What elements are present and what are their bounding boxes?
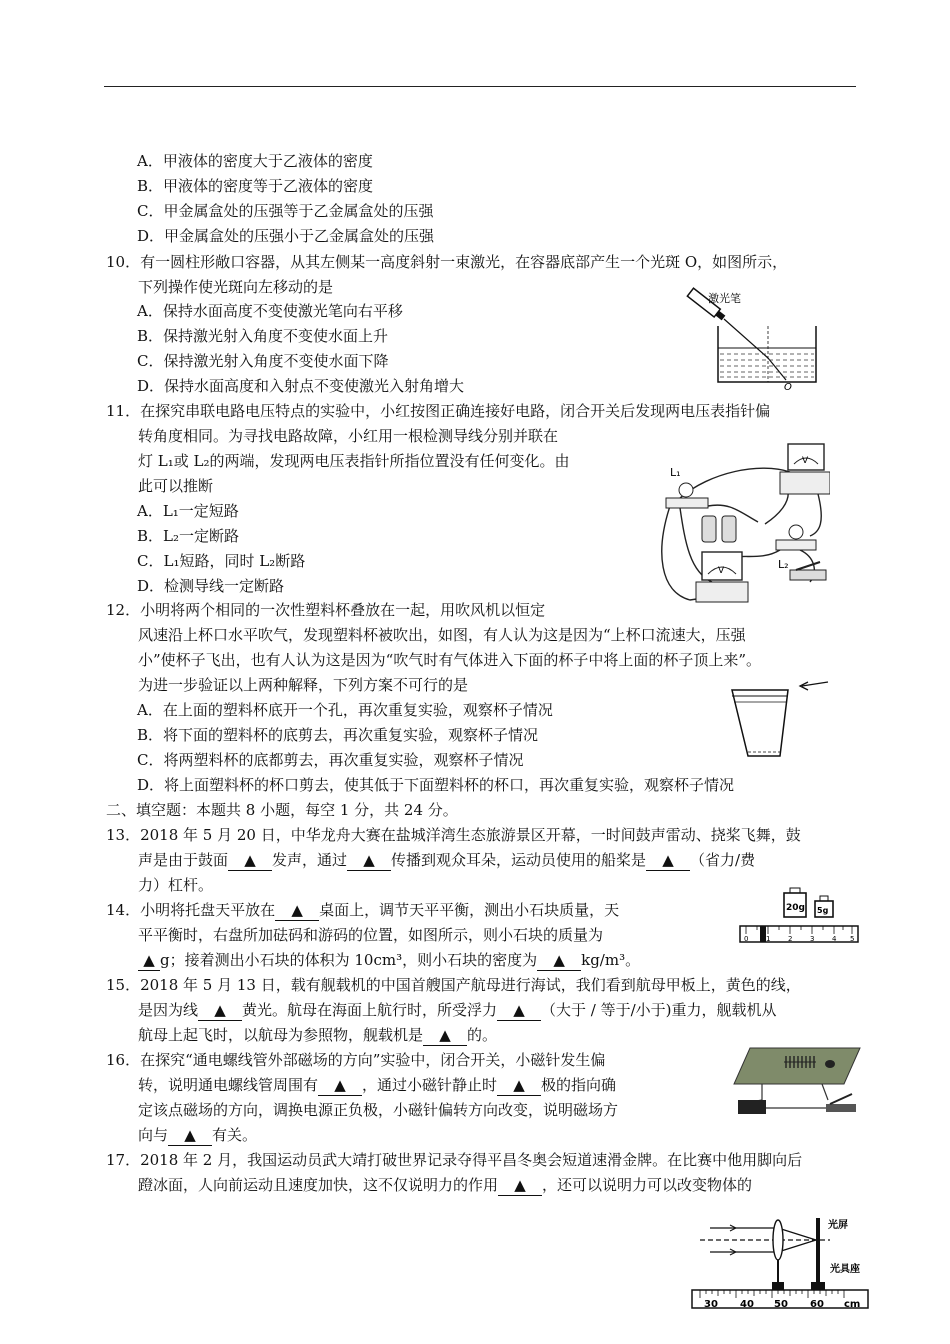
q11-stem-4: 此可以推断 [138, 477, 214, 495]
lamp-l1-label: L₁ [670, 466, 681, 479]
q16-blank-1[interactable]: ▲ [318, 1075, 362, 1096]
ruler-tick-3: 3 [810, 935, 815, 943]
q16-line-4: 向与 ▲ 有关。 [138, 1126, 258, 1144]
q13-stem: 13．2018 年 5 月 20 日，中华龙舟大赛在盐城洋湾生态旅游景区开幕，一时间鼓声雷动、挠桨飞舞，鼓 [106, 826, 801, 844]
q15-blank-2[interactable]: ▲ [497, 1000, 541, 1021]
weights-rider-figure [738, 884, 862, 950]
spot-o-label: O [784, 382, 792, 392]
q17-stem: 17．2018 年 2 月，我国运动员武大靖打破世界记录夺得平昌冬奥会短道速滑金牌。在比赛中他用脚向后 [106, 1151, 803, 1169]
q14-line-2: 平平衡时，右盘所加砝码和游码的位置，如图所示，则小石块的质量为 [138, 926, 604, 944]
q17-line-2: 蹬冰面，人向前运动且速度加快，这不仅说明力的作用 ▲ ，还可以说明力可以改变物体的 [138, 1176, 753, 1194]
q15-line-2: 是因为线 ▲ 黄光。航母在海面上航行时，所受浮力 ▲ （大于 / 等于/小于)重力，舰载机从 [138, 1001, 777, 1019]
header-rule [104, 86, 856, 87]
laser-pen-label: 激光笔 [708, 292, 741, 305]
q9-option-b: B．甲液体的密度等于乙液体的密度 [137, 177, 374, 195]
q13-blank-3[interactable]: ▲ [646, 850, 690, 871]
q9-option-d: D．甲金属盒处的压强小于乙金属盒处的压强 [137, 227, 435, 245]
lamp-l2-label: L₂ [778, 558, 789, 571]
section-2-heading: 二、填空题：本题共 8 小题，每空 1 分，共 24 分。 [106, 801, 458, 819]
q10-option-a: A．保持水面高度不变使激光笔向右平移 [137, 302, 403, 320]
ruler-tick-0: 0 [744, 935, 749, 943]
q13-blank-2[interactable]: ▲ [347, 850, 391, 871]
voltmeter-bottom-v: V [718, 566, 725, 576]
q10-stem-2: 下列操作使光斑向左移动的是 [138, 278, 334, 296]
ruler-tick-5: 5 [850, 935, 855, 943]
q16-line-3: 定该点磁场的方向，调换电源正负极，小磁针偏转方向改变，说明磁场方 [138, 1101, 619, 1119]
q17-blank-1[interactable]: ▲ [498, 1175, 542, 1196]
bench-tick-60: 60 [810, 1299, 824, 1310]
q11-option-a: A．L₁一定短路 [137, 502, 239, 520]
q10-stem: 10．有一圆柱形敞口容器，从其左侧某一高度斜射一束激光，在容器底部产生一个光斑 O，如图所示， [106, 253, 788, 271]
q12-option-c: C．将两塑料杯的底都剪去，再次重复实验，观察杯子情况 [137, 751, 524, 769]
q11-option-d: D．检测导线一定断路 [137, 577, 285, 595]
q11-stem: 11．在探究串联电路电压特点的实验中，小红按图正确连接好电路，闭合开关后发现两电压表指针偏 [106, 402, 771, 420]
optical-bench-figure [690, 1210, 872, 1314]
q16-stem: 16．在探究“通电螺线管外部磁场的方向”实验中，闭合开关，小磁针发生偏 [106, 1051, 606, 1069]
q16-blank-3[interactable]: ▲ [168, 1125, 212, 1146]
weight-5g: 5g [817, 906, 829, 915]
ruler-tick-2: 2 [788, 935, 793, 943]
stacked-cups-figure [728, 676, 832, 768]
q12-option-b: B．将下面的塑料杯的底剪去，再次重复实验，观察杯子情况 [137, 726, 539, 744]
q12-stem-2: 风速沿上杯口水平吹气，发现塑料杯被吹出，如图，有人认为这是因为“上杯口流速大，压强 [138, 626, 746, 644]
q16-blank-2[interactable]: ▲ [497, 1075, 541, 1096]
q14-blank-3[interactable]: ▲ [537, 950, 581, 971]
q9-option-c: C．甲金属盒处的压强等于乙金属盒处的压强 [137, 202, 434, 220]
series-circuit-figure [650, 432, 830, 612]
q10-option-c: C．保持激光射入角度不变使水面下降 [137, 352, 389, 370]
q11-stem-3: 灯 L₁或 L₂的两端，发现两电压表指针所指位置没有任何变化。由 [138, 452, 570, 470]
q13-line-2: 声是由于鼓面 ▲ 发声，通过 ▲ 传播到观众耳朵，运动员使用的船桨是 ▲ （省力/费 [138, 851, 756, 869]
bench-tick-40: 40 [740, 1299, 754, 1310]
q14-blank-1[interactable]: ▲ [275, 900, 319, 921]
bench-tick-50: 50 [774, 1299, 788, 1310]
q10-option-b: B．保持激光射入角度不变使水面上升 [137, 327, 389, 345]
q9-option-a: A．甲液体的密度大于乙液体的密度 [137, 152, 373, 170]
q10-option-d: D．保持水面高度和入射点不变使激光入射角增大 [137, 377, 465, 395]
ruler-tick-4: 4 [832, 935, 837, 943]
ruler-tick-1: 1 [766, 935, 771, 943]
q14-line-3: ▲ g；接着测出小石块的体积为 10cm³，则小石块的密度为 ▲ kg/m³。 [138, 950, 640, 971]
q12-stem: 12．小明将两个相同的一次性塑料杯叠放在一起，用吹风机以恒定 [106, 601, 546, 619]
q11-stem-2: 转角度相同。为寻找电路故障，小红用一根检测导线分别并联在 [138, 427, 559, 445]
q11-option-c: C．L₁短路，同时 L₂断路 [137, 552, 306, 570]
screen-label: 光屏 [828, 1220, 848, 1231]
q13-line-3: 力）杠杆。 [138, 876, 214, 894]
bench-tick-30: 30 [704, 1299, 718, 1310]
laser-container-figure [684, 286, 834, 392]
q12-stem-4: 为进一步验证以上两种解释，下列方案不可行的是 [138, 676, 469, 694]
q11-option-b: B．L₂一定断路 [137, 527, 239, 545]
q12-option-d: D．将上面塑料杯的杯口剪去，使其低于下面塑料杯的杯口，再次重复实验，观察杯子情况 [137, 776, 735, 794]
q14-stem: 14．小明将托盘天平放在 ▲ 桌面上，调节天平平衡，测出小石块质量，天 [106, 901, 620, 919]
q12-stem-3: 小”使杯子飞出，也有人认为这是因为“吹气时有气体进入下面的杯子中将上面的杯子顶上来”。 [138, 651, 762, 669]
q16-line-2: 转，说明通电螺线管周围有 ▲ ，通过小磁针静止时 ▲ 极的指向确 [138, 1076, 617, 1094]
solenoid-figure [732, 1044, 862, 1116]
q15-stem: 15．2018 年 5 月 13 日，载有舰载机的中国首艘国产航母进行海试，我们看到航母甲板上，黄色的线， [106, 976, 801, 994]
voltmeter-top-v: V [802, 456, 809, 466]
q14-blank-2[interactable]: ▲ [138, 950, 160, 971]
bench-tick-cm: cm [844, 1299, 861, 1310]
q12-option-a: A．在上面的塑料杯底开一个孔，再次重复实验，观察杯子情况 [137, 701, 553, 719]
q15-blank-1[interactable]: ▲ [198, 1000, 242, 1021]
weight-20g: 20g [786, 903, 805, 913]
q15-blank-3[interactable]: ▲ [423, 1025, 467, 1046]
q15-line-3: 航母上起飞时，以航母为参照物，舰载机是 ▲ 的。 [138, 1026, 498, 1044]
bench-label: 光具座 [830, 1264, 860, 1275]
q13-blank-1[interactable]: ▲ [228, 850, 272, 871]
